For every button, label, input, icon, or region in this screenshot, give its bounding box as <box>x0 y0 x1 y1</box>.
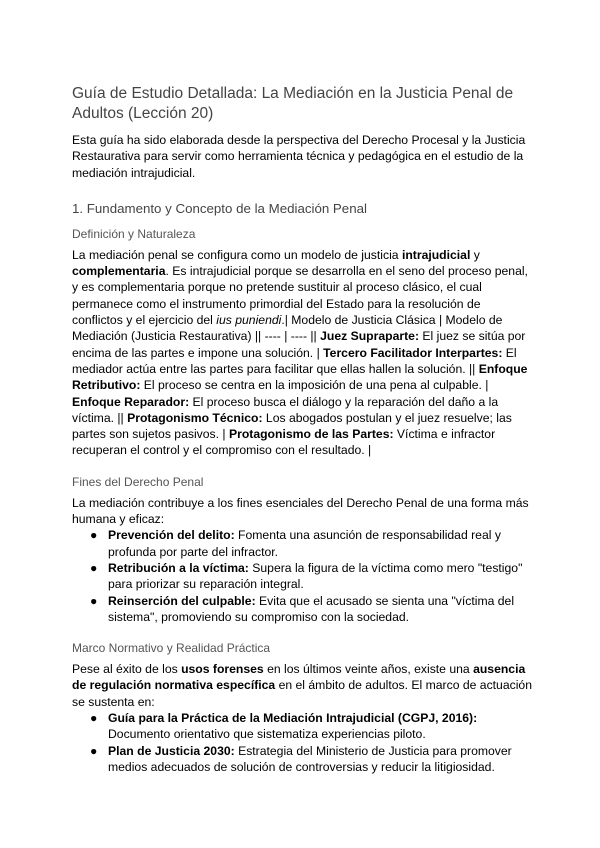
list-item: ● Reinserción del culpable: Evita que el acusado se sienta una "víctima del sistema", promoviendo su compromiso con la sociedad. <box>90 593 515 624</box>
definicion-paragraph: La mediación penal se configura como un modelo de justicia intrajudicial y complementaria. Es intrajudicial porque se desarrolla en el seno del proceso penal, y es complementaria porque no pretende sustituir al proceso clásico, el cual permanece como el instrumento primordial del Estado para la resolución de conflictos y el ejercicio del ius puniendi.| Modelo de Justicia Clásica | Modelo de Mediación (Justicia Restaurativa) || ---- | ---- || Juez Supraparte: El juez se sitúa por encima de las partes e impone una solución. | Tercero Facilitador Interpartes: El mediador actúa entre las partes para facilitar que ellas hallen la solución. || Enfoque Retributivo: El proceso se centra en la imposición de una pena al culpable. | Enfoque Reparador: El proceso busca el diálogo y la reparación del daño a la víctima. || Protagonismo Técnico: Los abogados postulan y el juez resuelve; las partes son sujetos pasivos. | Protagonismo de las Partes: Víctima e infractor recuperan el control y el compromiso con el resultado. | <box>72 247 528 458</box>
fines-heading: Fines del Derecho Penal <box>72 474 204 489</box>
intro-paragraph: Esta guía ha sido elaborada desde la perspectiva del Derecho Procesal y la Justicia Restaurativa para servir como herramienta técnica y pedagógica en el estudio de la mediación intrajudicial. <box>72 133 526 180</box>
document-page <box>72 84 532 775</box>
fines-intro: La mediación contribuye a los fines esenciales del Derecho Penal de una forma más humana y eficaz: <box>72 495 529 527</box>
list-item: ● Prevención del delito: Fomenta una asunción de responsabilidad real y profunda por parte del infractor. <box>90 528 501 559</box>
marco-heading: Marco Normativo y Realidad Práctica <box>72 641 271 656</box>
definicion-heading: Definición y Naturaleza <box>72 226 196 241</box>
section-1-heading: 1. Fundamento y Concepto de la Mediación Penal <box>72 200 367 216</box>
fines-list <box>72 527 532 625</box>
document-title: Guía de Estudio Detallada: La Mediación en la Justicia Penal de Adultos (Lección 20) <box>72 85 514 122</box>
list-item: ● Plan de Justicia 2030: Estrategia del Ministerio de Justicia para promover medios adecuados de solución de controversias y reducir la litigiosidad. <box>90 743 512 774</box>
list-item: ● Guía para la Práctica de la Mediación Intrajudicial (CGPJ, 2016): Documento orientativo que sistematiza experiencias piloto. <box>90 711 478 742</box>
marco-list <box>72 710 532 775</box>
marco-paragraph: Pese al éxito de los usos forenses en los últimos veinte años, existe una ausencia de regulación normativa específica en el ámbito de adultos. El marco de actuación se sustenta en: <box>72 662 532 709</box>
list-item: ● Retribución a la víctima: Supera la figura de la víctima como mero "testigo" para priorizar su reparación integral. <box>90 560 523 592</box>
